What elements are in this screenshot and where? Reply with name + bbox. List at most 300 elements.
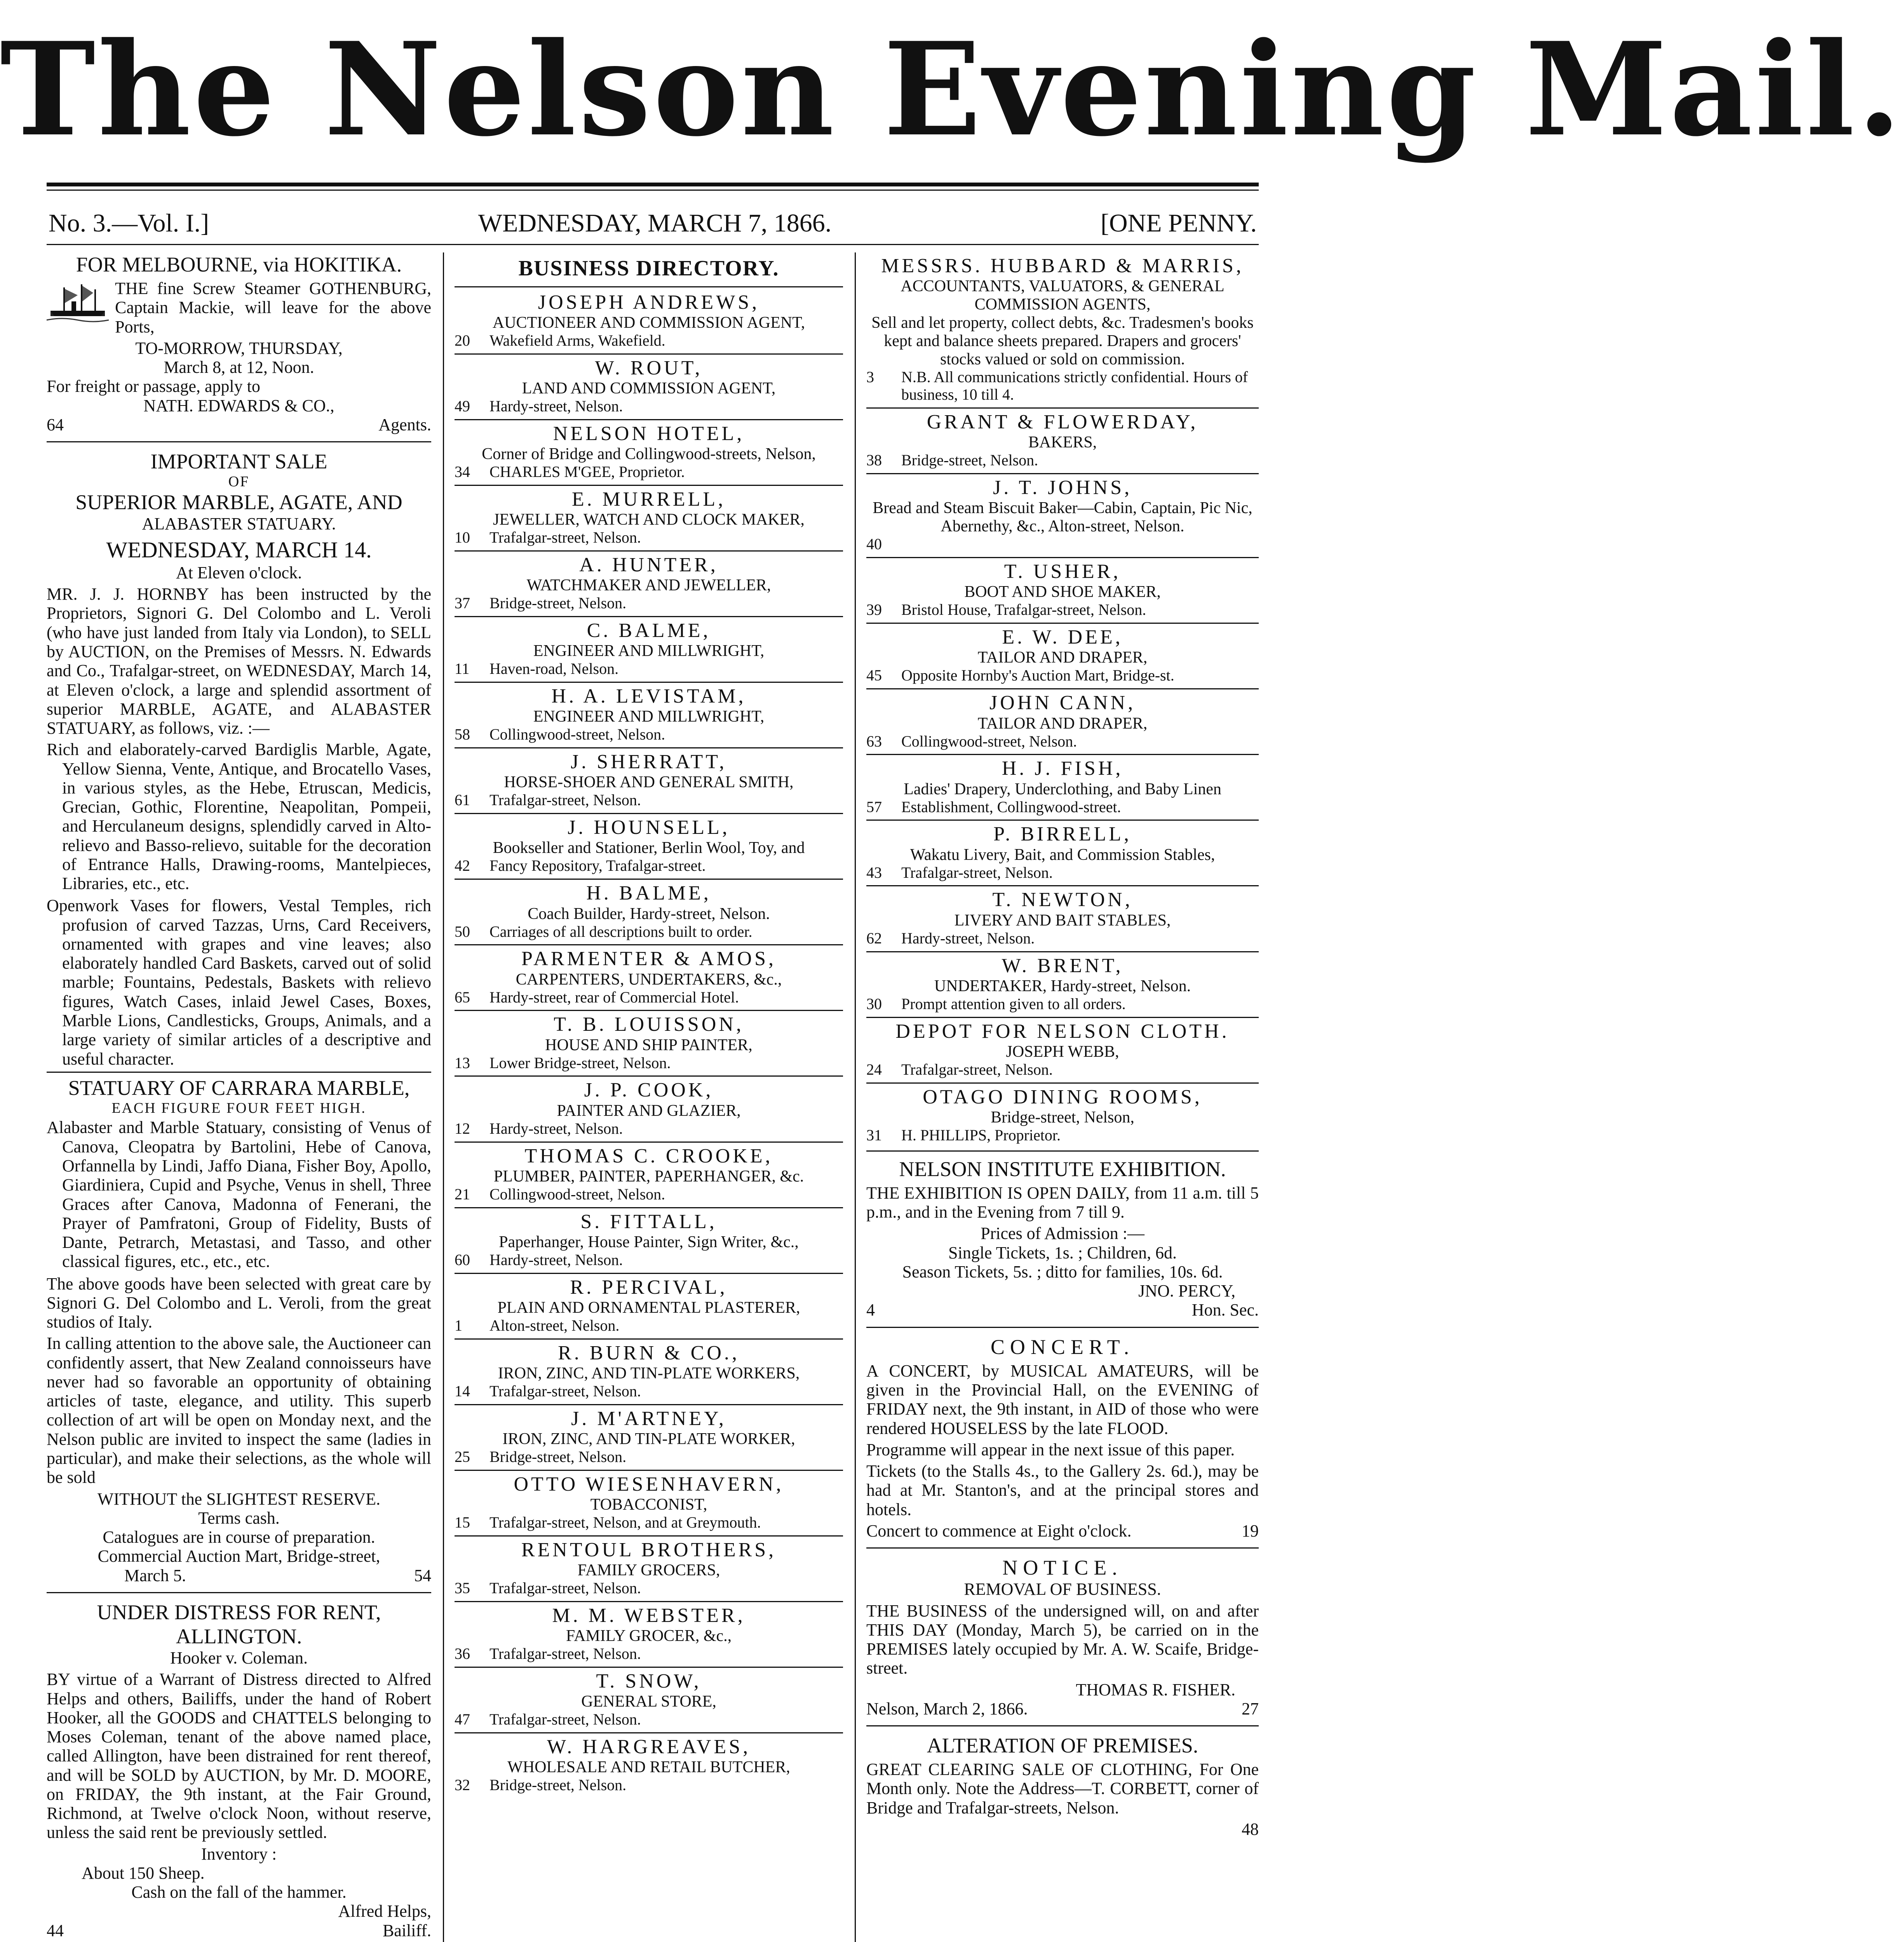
directory-entry xyxy=(455,552,843,617)
business-name: W. ROUT, xyxy=(595,357,703,379)
business-name: T. USHER, xyxy=(1004,560,1121,583)
masthead-rule xyxy=(47,183,1259,186)
business-trade: JEWELLER, WATCH AND CLOCK MAKER, xyxy=(493,511,805,529)
business-name: DEPOT FOR NELSON CLOTH. xyxy=(895,1020,1230,1042)
directory-entry xyxy=(455,420,843,486)
ad-number: 50 xyxy=(455,922,470,940)
business-address: Trafalgar-street, Nelson. xyxy=(901,1060,1053,1078)
business-address: Trafalgar-street, Nelson. xyxy=(490,1382,641,1400)
business-address: Hardy-street, Nelson. xyxy=(490,397,623,415)
business-address-row xyxy=(866,733,1259,750)
institute-ad-number: 4 xyxy=(866,1300,875,1320)
business-trade: IRON, ZINC, AND TIN-PLATE WORKER, xyxy=(502,1430,795,1448)
business-trade: CARPENTERS, UNDERTAKERS, &c., xyxy=(516,970,782,988)
business-address: Bridge-street, Nelson. xyxy=(901,451,1038,469)
business-name: S. FITTALL, xyxy=(580,1210,717,1233)
directory-entry xyxy=(455,1340,843,1405)
ad-number: 62 xyxy=(866,929,882,947)
business-address-row xyxy=(455,1514,843,1531)
business-address-row xyxy=(455,1186,843,1203)
sale-terms: Terms cash. xyxy=(198,1508,280,1528)
institute-ad xyxy=(866,1157,1259,1320)
sale-heading-2: OF xyxy=(228,473,250,490)
business-address: Bristol House, Trafalgar-street, Nelson. xyxy=(901,601,1146,619)
ad-separator xyxy=(47,1592,431,1593)
alteration-body: GREAT CLEARING SALE OF CLOTHING, For One Month only. Note the Address—T. CORBETT, corner of Bridge and Trafalgar-streets, Nelson. xyxy=(866,1760,1259,1817)
directory-entry xyxy=(455,355,843,420)
business-trade: TAILOR AND DRAPER, xyxy=(977,649,1148,667)
business-name: JOHN CANN, xyxy=(989,692,1136,714)
directory-entry xyxy=(455,486,843,552)
business-name: T. B. LOUISSON, xyxy=(554,1013,744,1036)
institute-season: Season Tickets, 5s. ; ditto for families, 10s. 6d. xyxy=(902,1262,1223,1281)
business-details: Sell and let property, collect debts, &c. Tradesmen's books kept and balance sheets prepared. Drapers and grocers' stocks valued or sold on commission. xyxy=(871,314,1254,369)
business-name: PARMENTER & AMOS, xyxy=(521,948,776,970)
business-address-row xyxy=(455,1251,843,1269)
business-trade: PLAIN AND ORNAMENTAL PLASTERER, xyxy=(497,1298,800,1317)
business-name: A. HUNTER, xyxy=(579,553,718,576)
alteration-heading: ALTERATION OF PREMISES. xyxy=(927,1734,1198,1758)
directory-entry xyxy=(455,945,843,1011)
ad-number: 47 xyxy=(455,1711,470,1728)
business-address-row xyxy=(866,369,1259,404)
business-name: T. SNOW, xyxy=(596,1670,702,1693)
directory-entry xyxy=(455,1011,843,1077)
issue-price: [ONE PENNY. xyxy=(1100,209,1257,237)
institute-signer: JNO. PERCY, xyxy=(1138,1281,1235,1301)
business-name: R. PERCIVAL, xyxy=(570,1276,728,1298)
business-trade: Paperhanger, House Painter, Sign Writer, &c., xyxy=(499,1233,799,1251)
notice-body: THE BUSINESS of the undersigned will, on and after THIS DAY (Monday, March 5), be carried on in the PREMISES lately occupied by Mr. A. W. Scaife, Bridge-street. xyxy=(866,1601,1259,1678)
ad-separator xyxy=(866,1327,1259,1328)
business-address-row xyxy=(455,1055,843,1072)
ad-number: 35 xyxy=(455,1579,470,1597)
business-trade: FAMILY GROCERS, xyxy=(577,1561,720,1580)
business-address-row xyxy=(866,452,1259,469)
business-address: Trafalgar-street, Nelson. xyxy=(490,1711,641,1728)
business-address: Bridge-street, Nelson. xyxy=(490,1448,627,1466)
issue-number: No. 3.—Vol. I.] xyxy=(49,209,209,237)
melbourne-when: TO-MORROW, THURSDAY, xyxy=(135,338,343,358)
directory-entry xyxy=(866,252,1259,409)
business-name: R. BURN & CO., xyxy=(558,1342,740,1364)
business-trade: GENERAL STORE, xyxy=(581,1693,716,1711)
business-name: E. W. DEE, xyxy=(1002,626,1123,649)
ad-number: 65 xyxy=(455,988,470,1006)
business-name: J. SHERRATT, xyxy=(570,751,727,773)
business-address: Collingwood-street, Nelson. xyxy=(490,726,665,743)
concert-ad-number: 19 xyxy=(1242,1521,1259,1540)
business-directory-list-2 xyxy=(866,252,1259,1148)
business-directory-title: BUSINESS DIRECTORY. xyxy=(518,256,779,280)
distress-parties: Hooker v. Coleman. xyxy=(170,1648,308,1668)
ad-separator xyxy=(866,1547,1259,1549)
ad-number: 61 xyxy=(455,791,470,809)
institute-prices: Prices of Admission :— xyxy=(981,1224,1144,1243)
directory-entry xyxy=(866,952,1259,1018)
distress-bailiff: Bailiff. xyxy=(382,1921,431,1940)
business-trade: TOBACCONIST, xyxy=(590,1496,707,1514)
business-trade: PLUMBER, PAINTER, PAPERHANGER, &c. xyxy=(493,1167,804,1185)
dateline-rule xyxy=(47,244,1259,245)
directory-entry xyxy=(866,409,1259,474)
melbourne-ad xyxy=(47,252,431,434)
directory-entry xyxy=(455,1733,843,1798)
melbourne-agent: NATH. EDWARDS & CO., xyxy=(143,396,334,415)
business-name: GRANT & FLOWERDAY, xyxy=(927,411,1198,433)
business-address-row xyxy=(455,1448,843,1466)
business-address xyxy=(901,536,1259,553)
distress-ad-number: 44 xyxy=(47,1921,64,1940)
business-trade: TAILOR AND DRAPER, xyxy=(977,714,1148,733)
ad-separator xyxy=(455,286,843,287)
directory-entry xyxy=(455,1668,843,1733)
business-address: Bridge-street, Nelson. xyxy=(490,594,627,612)
distress-heading: UNDER DISTRESS FOR RENT, ALLINGTON. xyxy=(97,1600,381,1648)
business-trade: JOSEPH WEBB, xyxy=(1006,1042,1119,1061)
sale-attention: In calling attention to the above sale, the Auctioneer can confidently assert, that New Zealand connoisseurs have never had so favorable an opportunity of obtaining articles of taste, elegance, and utility. This superb collection of art will be open on Monday next, and the Nelson public are invited to inspect the same (ladies in particular), and make their selections, as the whole will be sold xyxy=(47,1334,431,1487)
directory-entry xyxy=(455,1537,843,1602)
ad-number: 57 xyxy=(866,798,882,816)
ad-number: 60 xyxy=(455,1251,470,1269)
directory-entry xyxy=(455,814,843,880)
business-address: Bridge-street, Nelson. xyxy=(490,1776,627,1794)
notice-ad-number: 27 xyxy=(1242,1699,1259,1718)
notice-ad xyxy=(866,1556,1259,1718)
distress-inventory: Inventory : xyxy=(201,1844,277,1864)
ad-number: 13 xyxy=(455,1054,470,1072)
dateline xyxy=(49,206,1257,241)
business-address-row xyxy=(455,923,843,941)
business-address-row xyxy=(455,398,843,415)
business-address: Fancy Repository, Trafalgar-street. xyxy=(490,857,706,875)
concert-heading: CONCERT. xyxy=(990,1335,1135,1359)
business-address-row xyxy=(455,1580,843,1597)
ad-number: 30 xyxy=(866,995,882,1013)
distress-body: BY virtue of a Warrant of Distress directed to Alfred Helps and others, Bailiffs, under the hand of Robert Hooker, all the GOODS and CHATTELS belonging to Moses Coleman, tenant of the above named place, called Allington, have been distrained for rent thereof, and will be SOLD by AUCTION, by Mr. D. MOORE, on FRIDAY, the 9th instant, at the Fair Ground, Richmond, at Twelve o'clock Noon, without reserve, unless the said rent be previously settled. xyxy=(47,1670,431,1842)
sale-heading-1: IMPORTANT SALE xyxy=(150,450,327,473)
business-address: Alton-street, Nelson. xyxy=(490,1316,620,1334)
melbourne-agents: Agents. xyxy=(378,415,431,434)
business-trade: Bread and Steam Biscuit Baker—Cabin, Captain, Pic Nic, Abernethy, &c., Alton-street, Nelson. xyxy=(873,499,1252,536)
directory-entry xyxy=(455,880,843,945)
ad-separator xyxy=(866,1725,1259,1726)
sale-ad-number: 54 xyxy=(414,1566,431,1585)
sale-selection: The above goods have been selected with great care by Signori G. Del Colombo and L. Veroli, from the great studios of Italy. xyxy=(47,1274,431,1332)
business-trade: Ladies' Drapery, Underclothing, and Baby Linen xyxy=(904,780,1221,798)
directory-entry xyxy=(866,821,1259,886)
business-address: Opposite Hornby's Auction Mart, Bridge-st. xyxy=(901,666,1174,684)
melbourne-body: THE fine Screw Steamer GOTHENBURG, Captain Mackie, will leave for the above Ports, xyxy=(115,279,431,336)
business-address-row xyxy=(455,332,843,350)
business-name: E. MURRELL, xyxy=(571,488,726,510)
business-address-row xyxy=(455,1645,843,1663)
business-address-row xyxy=(455,989,843,1006)
melbourne-ad-number: 64 xyxy=(47,415,64,434)
business-trade: WATCHMAKER AND JEWELLER, xyxy=(526,576,771,595)
business-trade: ENGINEER AND MILLWRIGHT, xyxy=(533,708,765,726)
column-2 xyxy=(455,252,843,1942)
marble-sale-ad xyxy=(47,449,431,1585)
issue-date: WEDNESDAY, MARCH 7, 1866. xyxy=(478,209,832,237)
distress-cash: Cash on the fall of the hammer. xyxy=(131,1883,347,1902)
business-address: Trafalgar-street, Nelson. xyxy=(490,529,641,546)
directory-entry xyxy=(866,1084,1259,1148)
business-address-row xyxy=(866,1061,1259,1079)
business-trade: BOOT AND SHOE MAKER, xyxy=(964,583,1161,601)
ad-number: 14 xyxy=(455,1382,470,1400)
business-address-row xyxy=(866,601,1259,619)
directory-entry xyxy=(455,1208,843,1274)
business-address-row xyxy=(455,1383,843,1400)
institute-single: Single Tickets, 1s. ; Children, 6d. xyxy=(948,1243,1177,1262)
business-name: H. A. LEVISTAM, xyxy=(551,685,746,708)
ad-number: 38 xyxy=(866,451,882,469)
ad-number: 15 xyxy=(455,1514,470,1531)
business-trade: HORSE-SHOER AND GENERAL SMITH, xyxy=(504,773,794,792)
ad-number: 34 xyxy=(455,463,470,481)
melbourne-date: March 8, at 12, Noon. xyxy=(164,358,314,377)
business-trade: FAMILY GROCER, &c., xyxy=(566,1627,732,1645)
directory-entry xyxy=(455,1143,843,1208)
business-address-row xyxy=(455,1120,843,1138)
sale-catalogues: Catalogues are in course of preparation. xyxy=(103,1528,375,1547)
ad-number: 10 xyxy=(455,529,470,546)
ad-number: 43 xyxy=(866,863,882,881)
business-address: Trafalgar-street, Nelson. xyxy=(901,863,1053,881)
ad-number: 40 xyxy=(866,535,882,553)
ad-number: 45 xyxy=(866,666,882,684)
concert-start: Concert to commence at Eight o'clock. xyxy=(866,1521,1132,1540)
ad-number: 25 xyxy=(455,1448,470,1466)
directory-entry xyxy=(455,1077,843,1142)
ad-number: 1 xyxy=(455,1316,462,1334)
concert-programme: Programme will appear in the next issue of this paper. xyxy=(866,1440,1235,1459)
business-trade: PAINTER AND GLAZIER, xyxy=(557,1102,741,1120)
business-address: Hardy-street, Nelson. xyxy=(490,1119,623,1137)
business-trade: Bookseller and Stationer, Berlin Wool, Toy, and xyxy=(493,839,805,857)
sale-date: WEDNESDAY, MARCH 14. xyxy=(106,537,372,563)
ad-separator xyxy=(866,1150,1259,1152)
business-address-row xyxy=(455,1777,843,1794)
distress-ad xyxy=(47,1600,431,1940)
alteration-ad-number: 48 xyxy=(1242,1819,1259,1839)
business-trade: Coach Builder, Hardy-street, Nelson. xyxy=(528,905,770,923)
sale-mart: Commercial Auction Mart, Bridge-street, xyxy=(98,1547,380,1566)
business-trade: UNDERTAKER, Hardy-street, Nelson. xyxy=(934,977,1191,995)
business-address: Lower Bridge-street, Nelson. xyxy=(490,1054,671,1072)
sale-item-openwork: Openwork Vases for flowers, Vestal Temples, rich profusion of carved Tazzas, Urns, Card Receivers, ornamented with grapes and vine leaves; also elaborately handled Card Baskets, carved out of solid marble; Fountains, Pedestals, Baskets with relievo figures, Watch Cases, inlaid Jewel Cases, Boxes, Marble Lions, Candlesticks, Groups, Animals, and a large variety of similar articles of a descriptive and useful character. xyxy=(47,896,431,1068)
business-address-row xyxy=(866,864,1259,882)
institute-heading: NELSON INSTITUTE EXHIBITION. xyxy=(899,1157,1226,1181)
business-address: Trafalgar-street, Nelson. xyxy=(490,1645,641,1663)
business-trade: HOUSE AND SHIP PAINTER, xyxy=(545,1036,753,1054)
directory-entry xyxy=(866,1018,1259,1084)
business-name: T. NEWTON, xyxy=(992,889,1133,911)
business-trade: Wakatu Livery, Bait, and Commission Stables, xyxy=(910,846,1215,864)
sale-item-statuary: Alabaster and Marble Statuary, consisting of Venus of Canova, Cleopatra by Bartolini, Hebe of Canova, Orfannella by Lindi, Jaffo Diana, Fisher Boy, Apollo, Giardiniera, Cupid and Psyche, Venus in shell, Three Graces after Canova, Madonna of Fenerani, the Prayer of Pamfratoni, Group of Fidelity, Busts of Dante, Petrarch, Metastasi, and Tasso, and other classical figures, etc., etc., etc. xyxy=(47,1118,431,1271)
ad-number: 58 xyxy=(455,726,470,743)
ad-number: 36 xyxy=(455,1645,470,1663)
directory-entry xyxy=(455,1471,843,1537)
business-trade: Corner of Bridge and Collingwood-streets, Nelson, xyxy=(482,445,816,463)
sale-time: At Eleven o'clock. xyxy=(176,563,302,582)
directory-entry xyxy=(866,474,1259,558)
business-address: Wakefield Arms, Wakefield. xyxy=(490,331,665,349)
distress-signer: Alfred Helps, xyxy=(338,1902,431,1921)
ad-number: 49 xyxy=(455,397,470,415)
directory-entry xyxy=(455,1602,843,1668)
business-address: Hardy-street, Nelson. xyxy=(490,1251,623,1269)
business-address: Establishment, Collingwood-street. xyxy=(901,798,1121,816)
directory-entry xyxy=(455,617,843,683)
business-name: THOMAS C. CROOKE, xyxy=(524,1145,773,1167)
business-address: Trafalgar-street, Nelson. xyxy=(490,791,641,809)
business-address-row xyxy=(455,660,843,678)
business-address: Hardy-street, rear of Commercial Hotel. xyxy=(490,988,739,1006)
business-name: H. BALME, xyxy=(586,882,711,905)
ad-number: 20 xyxy=(455,331,470,349)
ad-number: 39 xyxy=(866,601,882,619)
business-address: Haven-road, Nelson. xyxy=(490,660,619,678)
business-address-row xyxy=(866,536,1259,553)
ad-number: 3 xyxy=(866,368,874,386)
notice-heading: NOTICE. xyxy=(1002,1556,1123,1580)
business-name: J. M'ARTNEY, xyxy=(571,1407,726,1430)
business-trade: ENGINEER AND MILLWRIGHT, xyxy=(533,642,765,660)
directory-entry xyxy=(866,755,1259,821)
sale-heading-6: EACH FIGURE FOUR FEET HIGH. xyxy=(111,1100,366,1116)
business-trade: ACCOUNTANTS, VALUATORS, & GENERAL COMMISSION AGENTS, xyxy=(901,277,1225,314)
ad-number: 21 xyxy=(455,1185,470,1203)
business-address: Prompt attention given to all orders. xyxy=(901,995,1126,1013)
directory-entry xyxy=(455,289,843,355)
notice-subheading: REMOVAL OF BUSINESS. xyxy=(964,1580,1161,1599)
business-address-row xyxy=(455,463,843,481)
directory-entry xyxy=(455,683,843,748)
directory-entry xyxy=(455,1405,843,1471)
sale-item-vases: Rich and elaborately-carved Bardiglis Marble, Agate, Yellow Sienna, Vente, Antique, and Brocatello Vases, in various styles, as the Hebe, Etruscan, Medicis, Grecian, Gothic, Florentine, Neapolitan, Pompeii, and Herculaneum designs, splendidly carved in Alto-relievo and Basso-relievo, suitable for the decoration of Entrance Halls, Drawing-rooms, Mantelpieces, Libraries, etc., etc. xyxy=(47,740,431,893)
ad-number: 63 xyxy=(866,732,882,750)
business-name: H. J. FISH, xyxy=(1002,757,1124,780)
ad-number: 31 xyxy=(866,1126,882,1144)
business-address: N.B. All communications strictly confidential. Hours of business, 10 till 4. xyxy=(901,368,1248,404)
business-directory-list xyxy=(455,289,843,1798)
melbourne-freight: For freight or passage, apply to xyxy=(47,377,260,396)
business-address-row xyxy=(455,529,843,546)
business-name: OTAGO DINING ROOMS, xyxy=(923,1086,1202,1108)
column-rule-2 xyxy=(855,252,856,1942)
ad-separator xyxy=(47,1072,431,1073)
directory-entry xyxy=(866,558,1259,624)
melbourne-heading: FOR MELBOURNE, via HOKITIKA. xyxy=(76,253,402,276)
business-address: Collingwood-street, Nelson. xyxy=(490,1185,665,1203)
business-name: OTTO WIESENHAVERN, xyxy=(514,1473,784,1495)
business-trade: BAKERS, xyxy=(1028,433,1097,452)
business-address-row xyxy=(866,799,1259,816)
ad-number: 32 xyxy=(455,1776,470,1794)
ad-number: 37 xyxy=(455,594,470,612)
business-address-row xyxy=(866,667,1259,684)
business-address-row xyxy=(455,1317,843,1335)
ad-number: 42 xyxy=(455,857,470,875)
business-trade: LIVERY AND BAIT STABLES, xyxy=(954,911,1171,929)
concert-body: A CONCERT, by MUSICAL AMATEURS, will be given in the Provincial Hall, on the EVENING of FRIDAY next, the 9th instant, in AID of those who were rendered HOUSELESS by the late FLOOD. xyxy=(866,1361,1259,1438)
business-name: M. M. WEBSTER, xyxy=(552,1604,746,1627)
business-name: J. T. JOHNS, xyxy=(993,477,1132,499)
ad-number: 11 xyxy=(455,660,470,678)
distress-sheep: About 150 Sheep. xyxy=(82,1863,205,1883)
business-address-row xyxy=(455,726,843,743)
business-address-row xyxy=(866,930,1259,947)
business-address: H. PHILLIPS, Proprietor. xyxy=(901,1126,1061,1144)
sale-reserve: WITHOUT the SLIGHTEST RESERVE. xyxy=(97,1489,381,1509)
masthead-rule-thin xyxy=(47,190,1259,191)
steamship-icon xyxy=(47,280,109,326)
business-name: P. BIRRELL, xyxy=(993,823,1132,846)
business-trade: Bridge-street, Nelson, xyxy=(991,1108,1134,1126)
concert-tickets: Tickets (to the Stalls 4s., to the Gallery 2s. 6d.), may be had at Mr. Stanton's, and at the principal stores and hotels. xyxy=(866,1462,1259,1519)
business-name: RENTOUL BROTHERS, xyxy=(521,1538,777,1561)
sale-intro: MR. J. J. HORNBY has been instructed by the Proprietors, Signori G. Del Colombo and L. Veroli (who have just landed from Italy via London), to SELL by AUCTION, on the Premises of Messrs. N. Edwards and Co., Trafalgar-street, on WEDNESDAY, March 14, at Eleven o'clock, a large and splendid assortment of superior MARBLE, AGATE, and ALABASTER STATUARY, as follows, viz. :— xyxy=(47,585,431,738)
business-address-row xyxy=(866,995,1259,1013)
business-name: NELSON HOTEL, xyxy=(553,422,745,445)
directory-entry xyxy=(866,886,1259,952)
business-address: Hardy-street, Nelson. xyxy=(901,929,1035,947)
business-address-row xyxy=(455,792,843,809)
sale-date-2: March 5. xyxy=(124,1566,186,1585)
column-3 xyxy=(866,252,1259,1942)
business-name: JOSEPH ANDREWS, xyxy=(538,291,760,313)
ad-number: 24 xyxy=(866,1060,882,1078)
business-name: J. P. COOK, xyxy=(584,1079,714,1102)
concert-ad xyxy=(866,1335,1259,1540)
sale-heading-4: ALABASTER STATUARY. xyxy=(142,514,336,533)
business-address: Carriages of all descriptions built to order. xyxy=(490,922,753,940)
business-name: W. HARGREAVES, xyxy=(547,1736,751,1758)
business-name: W. BRENT, xyxy=(1002,954,1124,977)
business-address: CHARLES M'GEE, Proprietor. xyxy=(490,463,685,481)
ad-separator xyxy=(47,441,431,442)
institute-role: Hon. Sec. xyxy=(1192,1300,1259,1320)
business-address-row xyxy=(455,1711,843,1728)
business-trade: WHOLESALE AND RETAIL BUTCHER, xyxy=(507,1758,790,1777)
business-trade: AUCTIONEER AND COMMISSION AGENT, xyxy=(492,313,805,332)
business-trade: LAND AND COMMISSION AGENT, xyxy=(522,379,776,398)
business-name: C. BALME, xyxy=(587,619,711,642)
business-address: Collingwood-street, Nelson. xyxy=(901,732,1077,750)
masthead-title: The Nelson Evening Mail. xyxy=(0,14,1904,165)
business-address-row xyxy=(455,857,843,875)
business-address: Trafalgar-street, Nelson. xyxy=(490,1579,641,1597)
ad-number: 12 xyxy=(455,1119,470,1137)
institute-body: THE EXHIBITION IS OPEN DAILY, from 11 a.m. till 5 p.m., and in the Evening from 7 till 9. xyxy=(866,1183,1259,1222)
directory-entry xyxy=(455,748,843,814)
business-address: Trafalgar-street, Nelson, and at Greymouth. xyxy=(490,1514,761,1531)
sale-heading-3: SUPERIOR MARBLE, AGATE, AND xyxy=(75,490,402,514)
business-trade: IRON, ZINC, AND TIN-PLATE WORKERS, xyxy=(498,1364,800,1382)
business-name: J. HOUNSELL, xyxy=(568,816,730,839)
notice-date: Nelson, March 2, 1866. xyxy=(866,1699,1028,1718)
directory-entry xyxy=(866,624,1259,689)
business-address-row xyxy=(866,1127,1259,1144)
column-rule-1 xyxy=(443,252,444,1942)
alteration-ad xyxy=(866,1733,1259,1839)
column-1 xyxy=(47,252,431,1942)
business-address-row xyxy=(455,595,843,612)
business-name: MESSRS. HUBBARD & MARRIS, xyxy=(881,255,1244,277)
notice-signer: THOMAS R. FISHER. xyxy=(1076,1680,1235,1699)
